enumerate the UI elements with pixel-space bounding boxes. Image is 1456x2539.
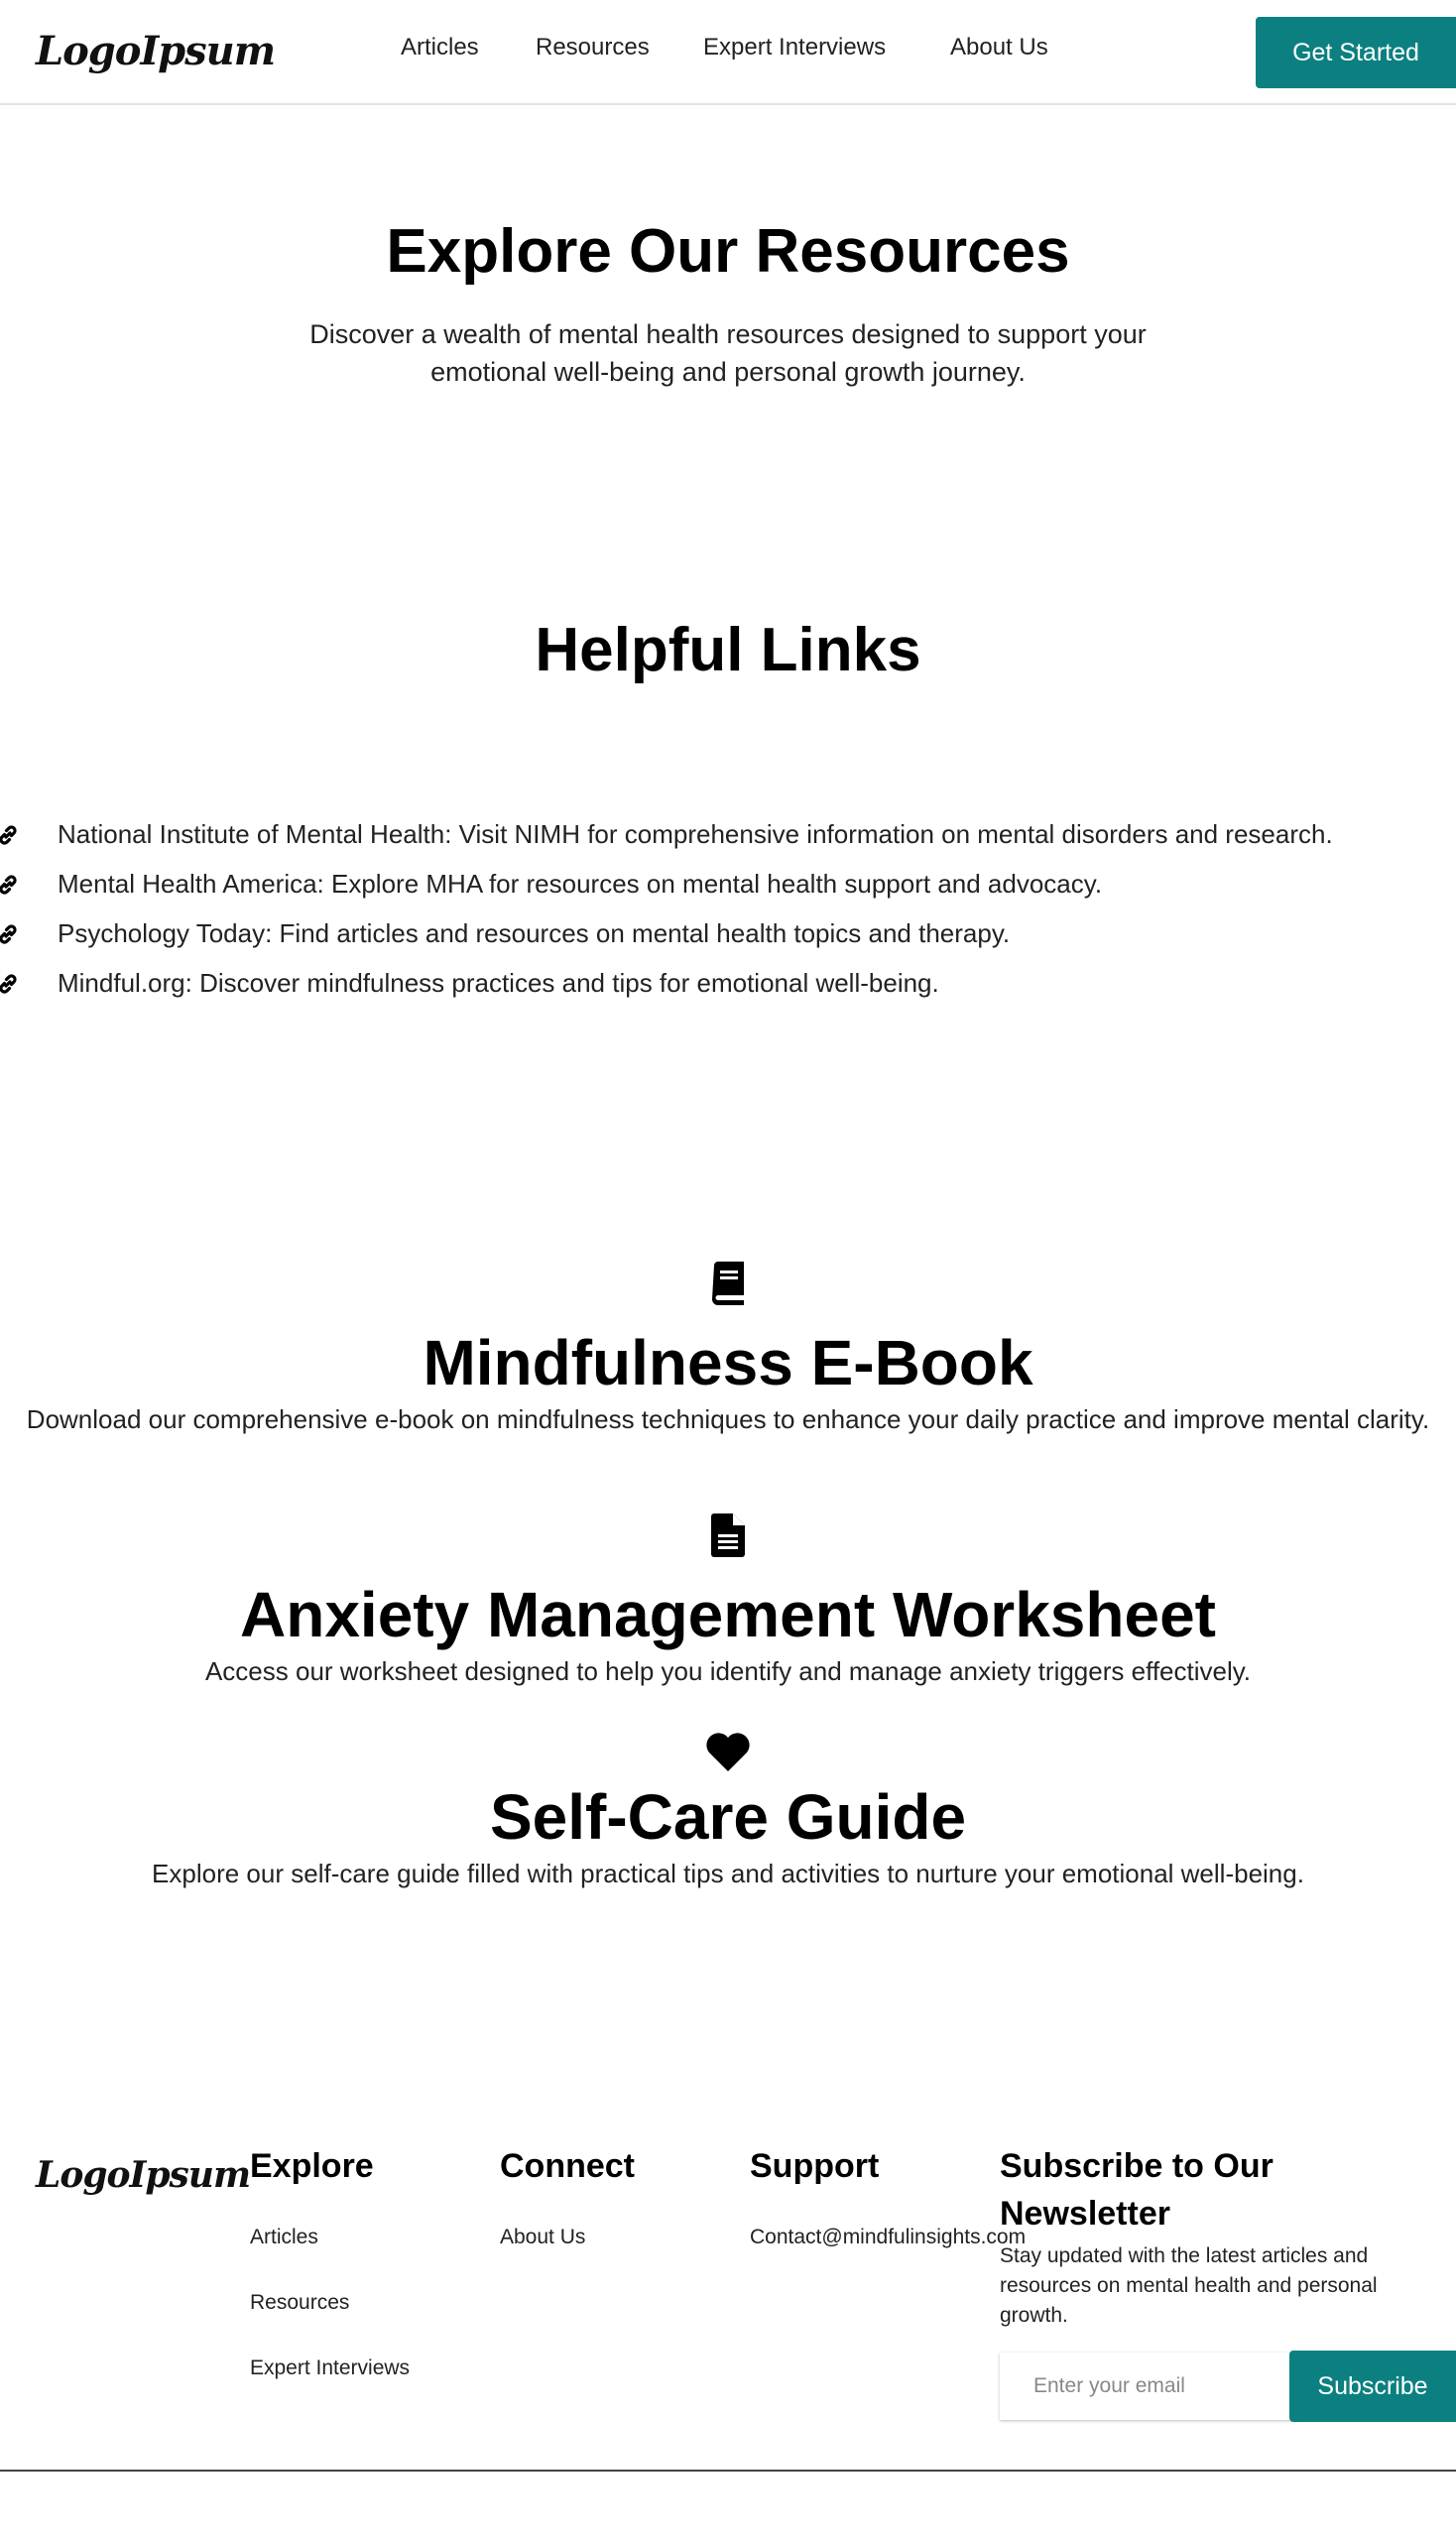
footer-support-title: Support xyxy=(750,2147,880,2185)
site-footer xyxy=(0,2132,1456,2470)
header-logo[interactable]: LogoIpsum xyxy=(36,28,276,74)
book-icon xyxy=(708,1262,748,1305)
nav-resources[interactable]: Resources xyxy=(536,34,650,60)
nav-about-us[interactable]: About Us xyxy=(950,34,1048,60)
site-header xyxy=(0,0,1456,105)
get-started-button[interactable]: Get Started xyxy=(1256,17,1456,88)
resource-mindfulness-ebook xyxy=(0,1262,1456,1438)
footer-newsletter-column xyxy=(1000,2142,1436,2331)
helpful-link-text[interactable]: Mindful.org: Discover mindfulness practices and tips for emotional well-being. xyxy=(58,968,939,998)
footer-explore-title: Explore xyxy=(250,2147,374,2185)
subscribe-button[interactable]: Subscribe xyxy=(1289,2351,1456,2422)
link-icon xyxy=(0,972,20,996)
newsletter-description: Stay updated with the latest articles and resources on mental health and personal growth. xyxy=(1000,2244,1378,2327)
footer-support-column xyxy=(750,2142,1026,2249)
footer-divider xyxy=(0,2470,1456,2472)
resource-title: Mindfulness E-Book xyxy=(423,1327,1033,1398)
helpful-link-text[interactable]: Psychology Today: Find articles and resources on mental health topics and therapy. xyxy=(58,918,1011,948)
page-title: Explore Our Resources xyxy=(386,217,1070,286)
heart-icon xyxy=(705,1732,751,1771)
resource-title: Self-Care Guide xyxy=(489,1781,967,1853)
footer-connect-column xyxy=(500,2142,635,2249)
footer-explore-column xyxy=(250,2142,410,2380)
helpful-link-item[interactable] xyxy=(0,914,1456,952)
resource-description: Explore our self-care guide filled with practical tips and activities to nurture your emotional well-being. xyxy=(152,1859,1304,1888)
footer-link-expert-interviews[interactable]: Expert Interviews xyxy=(250,2357,411,2379)
footer-contact-email[interactable]: Contact@mindfulinsights.com xyxy=(750,2226,1027,2248)
hero-description: Discover a wealth of mental health resources designed to support your emotional well-being and personal growth journey. xyxy=(309,319,1147,387)
resource-description: Download our comprehensive e-book on mindfulness techniques to enhance your daily practice and improve mental clarity. xyxy=(26,1404,1430,1434)
resource-anxiety-worksheet xyxy=(0,1513,1456,1690)
helpful-links-list xyxy=(0,815,1456,1014)
nav-expert-interviews[interactable]: Expert Interviews xyxy=(703,34,887,60)
helpful-link-text[interactable]: National Institute of Mental Health: Visit NIMH for comprehensive information on mental disorders and research. xyxy=(58,819,1333,849)
footer-connect-title: Connect xyxy=(500,2147,635,2185)
helpful-link-text[interactable]: Mental Health America: Explore MHA for resources on mental health support and advocacy. xyxy=(58,869,1103,899)
helpful-links-title: Helpful Links xyxy=(535,616,921,684)
footer-link-articles[interactable]: Articles xyxy=(250,2226,318,2248)
link-icon xyxy=(0,823,20,847)
helpful-link-item[interactable] xyxy=(0,865,1456,903)
main-nav xyxy=(0,34,1456,73)
resource-title: Anxiety Management Worksheet xyxy=(240,1579,1216,1650)
newsletter-title: Subscribe to Our Newsletter xyxy=(1000,2147,1274,2233)
document-icon xyxy=(711,1513,745,1557)
footer-link-about-us[interactable]: About Us xyxy=(500,2226,586,2248)
link-icon xyxy=(0,873,20,897)
helpful-link-item[interactable] xyxy=(0,964,1456,1002)
link-icon xyxy=(0,922,20,946)
email-input[interactable] xyxy=(1000,2353,1297,2420)
nav-articles[interactable]: Articles xyxy=(401,34,479,60)
footer-link-resources[interactable]: Resources xyxy=(250,2291,350,2314)
footer-logo[interactable]: LogoIpsum xyxy=(36,2154,251,2196)
newsletter-form xyxy=(1000,2351,1456,2422)
helpful-link-item[interactable] xyxy=(0,815,1456,853)
resource-self-care-guide xyxy=(0,1732,1456,1892)
resource-description: Access our worksheet designed to help you identify and manage anxiety triggers effectively. xyxy=(204,1656,1252,1686)
